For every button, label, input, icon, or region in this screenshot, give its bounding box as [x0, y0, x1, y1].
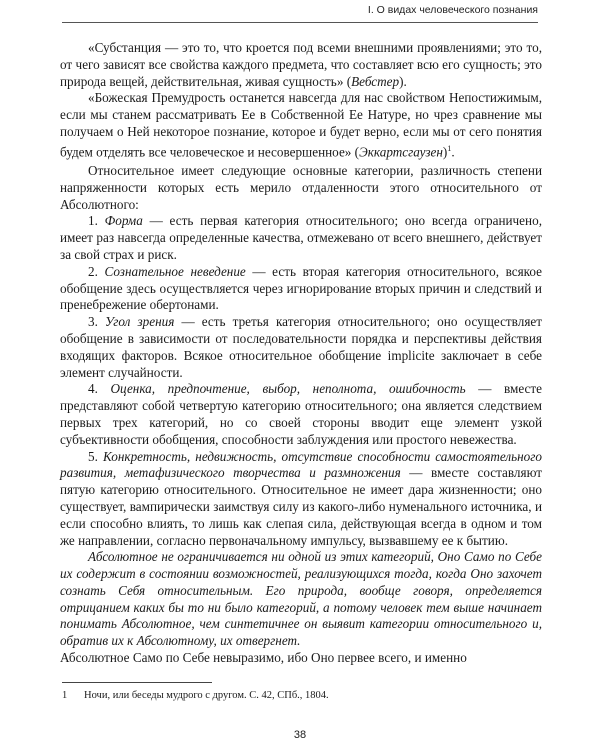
category-number: 2.: [88, 263, 105, 279]
category-number: 5.: [88, 448, 104, 464]
category-item-3: [60, 314, 542, 381]
page-number: 38: [293, 729, 307, 741]
italic-passage: Абсолютное не ограничивается ни одной из этих категорий, Оно Само по Себе их содержит в состоянии возможностей, реализующихся тогда, когда Оно захочет сознать Себя относительным. Его природа, вообще говоря, определяется отрицанием каких бы то ни было категорий, а потому человек тем выше начинает понимать Абсолютное, чем синтетичнее он выявит категории относительного и, обратив их к Абсолютному, их отвергнет.: [60, 549, 542, 649]
paragraph-absolute-italic: [60, 549, 542, 650]
footnote-ref[interactable]: 1: [447, 143, 452, 153]
footnote-rule: [62, 682, 212, 683]
category-item-1: [60, 213, 542, 263]
category-number: 3.: [88, 314, 105, 330]
quote-text: «Божеская Премудрость останется навсегда для нас свойством Непостижимым, если мы станем рассматривать Ее в Собственной Ее Натуре, но чрез сравнение мы получаем о Ней некоторое познание, которое и будет верно, если мы от сего понятия будем отделять все человеческое и несовершенное» (: [60, 90, 542, 160]
quote-author: Вебстер: [351, 73, 400, 89]
category-number: 4.: [88, 381, 111, 397]
category-description: — вместе представляют собой четвертую категорию относительного; она является следствием первых трех категорий, но со своей стороны вводит еще элемент узкой субъективности обобщения, способности заблуждения или простого невежества.: [60, 381, 543, 447]
category-item-5: [60, 449, 542, 550]
quote-closing: ).: [399, 73, 407, 89]
category-item-2: [60, 264, 542, 314]
quote-text: «Субстанция — это то, что кроется под всеми внешними проявлениями; это то, от чего зависят все свойства каждого предмета, что составляет всю его сущность; это природа вещей, действительная, живая сущность» (: [60, 40, 542, 89]
paragraph-wisdom-quote: [60, 90, 542, 161]
category-description: — вместе составляют пятую категорию относительного. Относительное не имеет дара жизненности; оно существует, вампирически заимствуя силу из какого-либо нуменального источника, и если способно влиять, то лишь как слепая сила, действующая всегда в одном и том же направлении, согласно первоначальному импульсу, вызвавшему ее к бытию.: [60, 465, 543, 548]
paragraph-absolute-continued: Абсолютное Само по Себе невыразимо, ибо Оно первее всего, и именно: [60, 650, 467, 666]
body-text: [60, 40, 542, 667]
footnote-text: Ночи, или беседы мудрого с другом. С. 42, СПб., 1804.: [84, 690, 329, 701]
running-header: I. О видах человеческого познания: [367, 4, 538, 16]
footnote: [62, 689, 538, 702]
category-description: — есть вторая категория относительного, всякое обобщение здесь осуществляется через игнорирование вторых причин и следствий и пренебрежение обертонами.: [60, 263, 543, 313]
category-item-4: [60, 381, 542, 448]
category-term: Оценка, предпочтение, выбор, неполнота, ошибочность: [110, 381, 466, 397]
category-description: — есть третья категория относительного; оно осуществляет обобщение в зависимости от последовательности порядка и перспективы действия входящих факторов. Всякое относительное обобщение implicite заключает в себе элемент случайности.: [60, 314, 542, 380]
paragraph-categories-intro: Относительное имеет следующие основные категории, различность степени напряженности которых есть мерило отдаленности этого относительного от Абсолютного:: [60, 162, 542, 212]
header-rule: [62, 22, 538, 23]
quote-period: .: [451, 144, 455, 160]
category-number: 1.: [88, 213, 105, 229]
category-term: Конкретность, недвижность, отсутствие способности самостоятельного развития, метафизического творчества и размножения: [60, 448, 543, 481]
category-term: Угол зрения: [105, 314, 175, 330]
footnote-marker: 1: [62, 690, 68, 701]
paragraph-substance-quote: [60, 40, 542, 90]
category-description: — есть первая категория относительного; оно всегда ограничено, имеет раз навсегда определенные качества, отмежевано от всего внешнего, действует за свой страх и риск.: [60, 213, 542, 262]
quote-author: Эккартсгаузен: [359, 144, 443, 160]
category-term: Форма: [104, 213, 143, 229]
category-term: Сознательное неведение: [104, 263, 246, 279]
quote-closing: ): [442, 144, 448, 160]
